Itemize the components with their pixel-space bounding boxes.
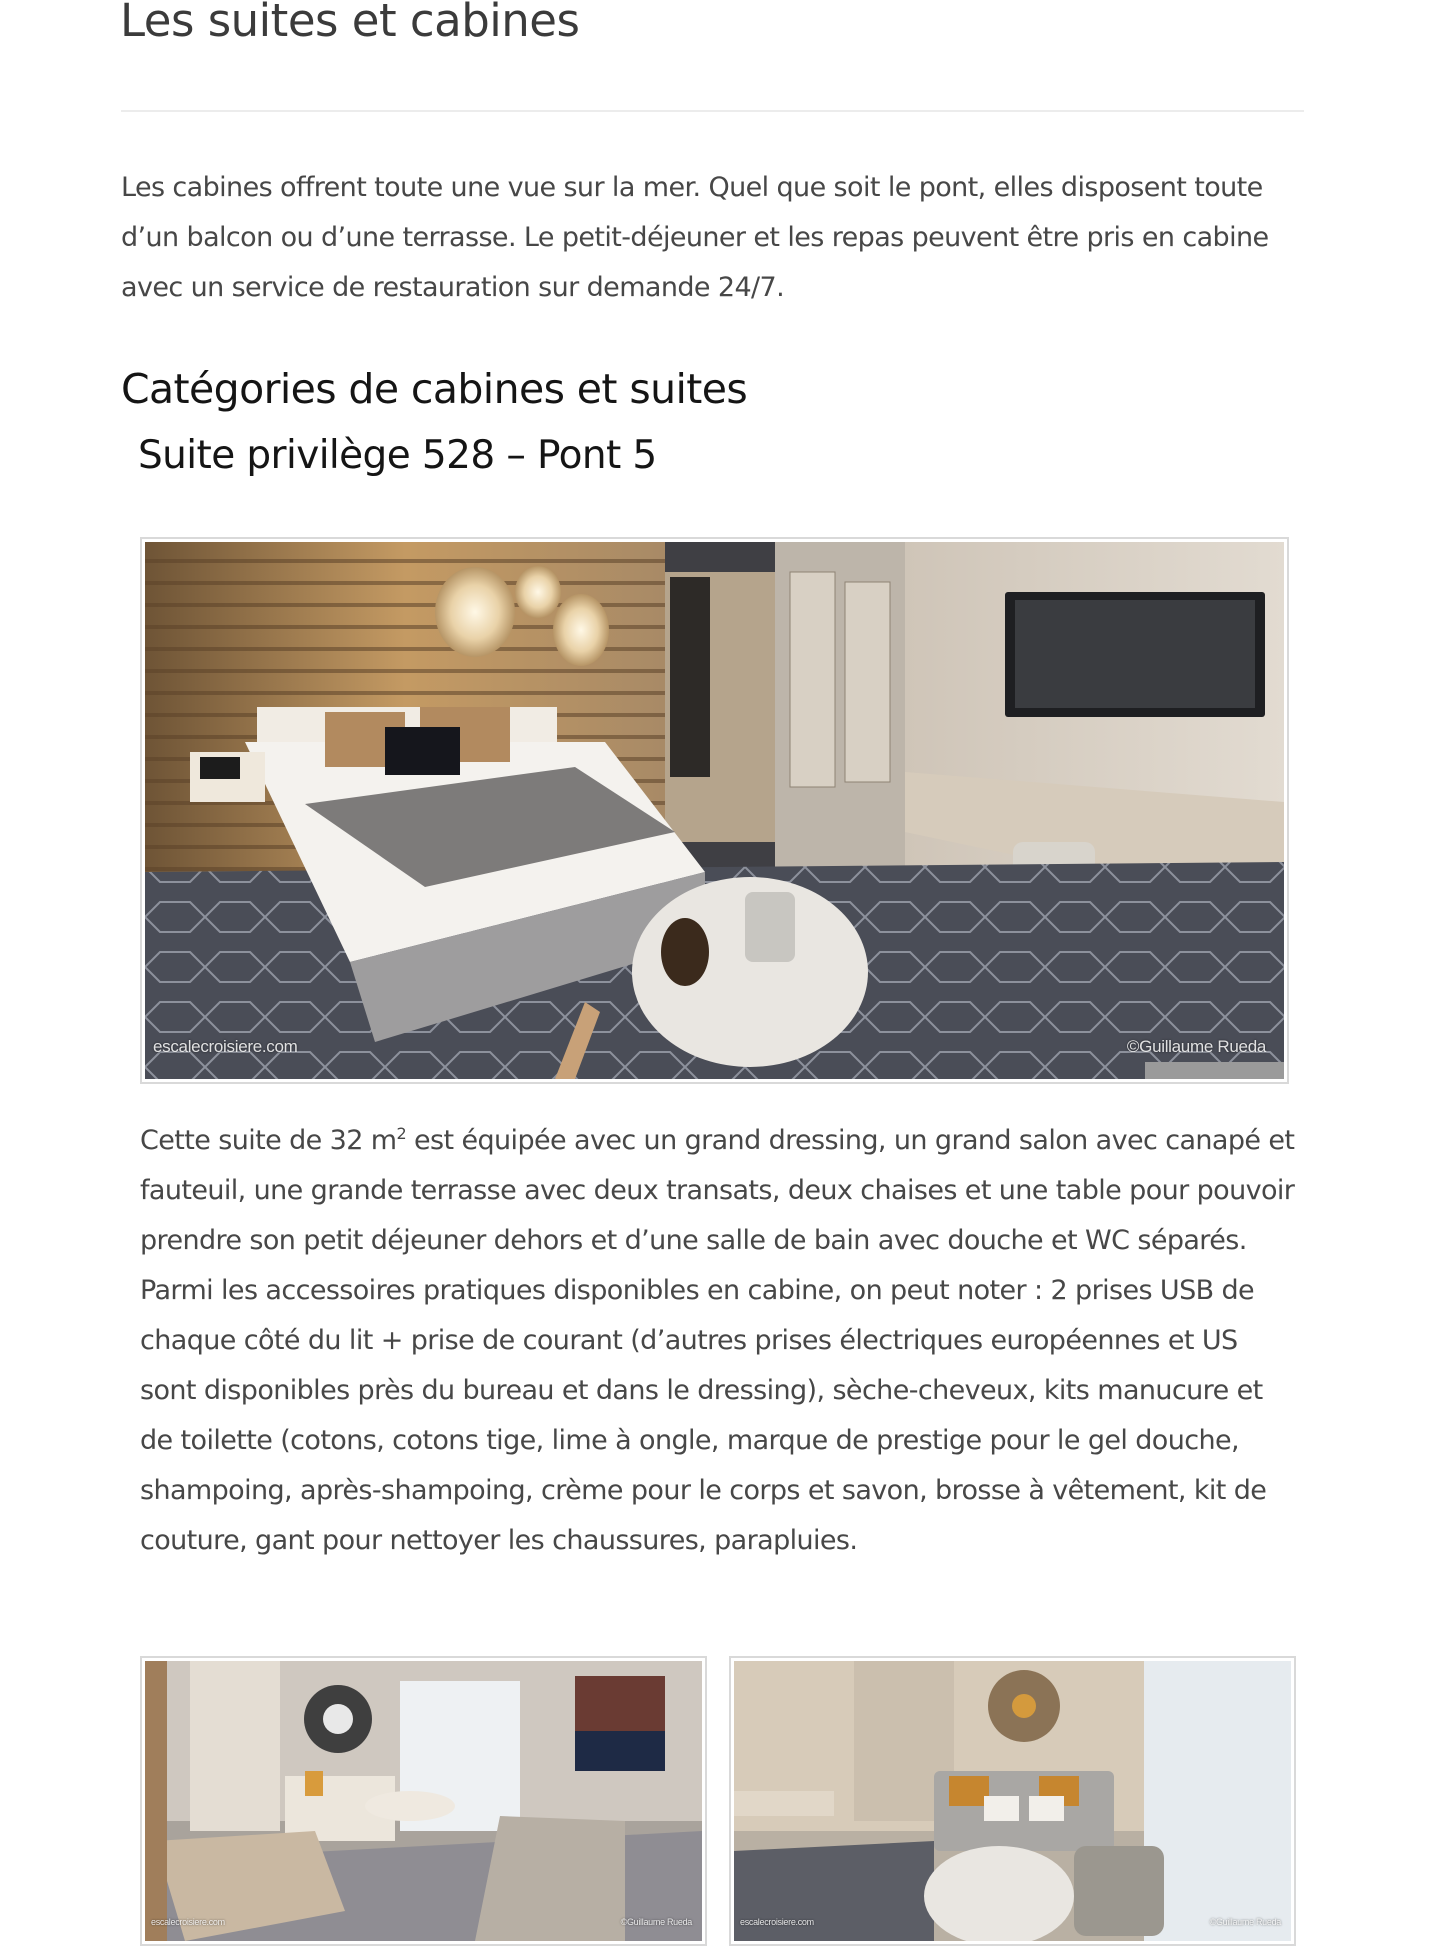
sofa-table-photo-image	[734, 1661, 1291, 1941]
watermark-photographer: ©Guillaume Rueda	[1126, 1037, 1266, 1056]
main-suite-photo[interactable]	[140, 537, 1289, 1084]
thumbnail-watermark-site: escalecroisiere.com	[740, 1917, 814, 1927]
description-text-start: Cette suite de 32 m	[140, 1125, 397, 1156]
thumbnail-photo-living-area[interactable]	[140, 1656, 707, 1946]
thumbnail-photo-sofa-table[interactable]	[729, 1656, 1296, 1946]
thumbnail-watermark-photographer: ©Guillaume Rueda	[620, 1917, 692, 1927]
area-superscript: 2	[396, 1124, 407, 1143]
bedroom-photo-image	[145, 542, 1284, 1079]
living-area-photo-image	[145, 1661, 702, 1941]
section-heading: Catégories de cabines et suites	[121, 365, 748, 413]
living-area-illustration	[145, 1661, 702, 1941]
page-title: Les suites et cabines	[120, 0, 580, 47]
description-text-rest: est équipée avec un grand dressing, un grand salon avec canapé et fauteuil, une grande terrasse avec deux transats, deux chaises et une table pour pouvoir prendre son petit déjeuner dehors et d’une salle de bain avec douche et WC séparés. Parmi les accessoires pratiques disponibles en cabine, on peut noter : 2 prises USB de chaque côté du lit + prise de courant (d’autres prises électriques européennes et US sont disponibles près du bureau et dans le dressing), sèche-cheveux, kits manucure et de toilette (cotons, cotons tige, lime à ongle, marque de prestige pour le gel douche, shampoing, après-shampoing, crème pour le corps et savon, brosse à vêtement, kit de couture, gant pour nettoyer les chaussures, parapluies.	[140, 1125, 1295, 1556]
bedroom-photo-illustration	[145, 542, 1284, 1079]
divider	[121, 110, 1304, 112]
thumbnail-watermark-site: escalecroisiere.com	[151, 1917, 225, 1927]
suite-heading: Suite privilège 528 – Pont 5	[138, 433, 657, 478]
intro-paragraph: Les cabines offrent toute une vue sur la mer. Quel que soit le pont, elles disposent toute d’un balcon ou d’une terrasse. Le petit-déjeuner et les repas peuvent être pris en cabine avec un service de restauration sur demande 24/7.	[121, 172, 1269, 303]
thumbnail-watermark-photographer: ©Guillaume Rueda	[1209, 1917, 1281, 1927]
sofa-table-illustration	[734, 1661, 1291, 1941]
suite-description	[140, 1116, 1300, 1566]
watermark-site: escalecroisiere.com	[153, 1037, 298, 1056]
